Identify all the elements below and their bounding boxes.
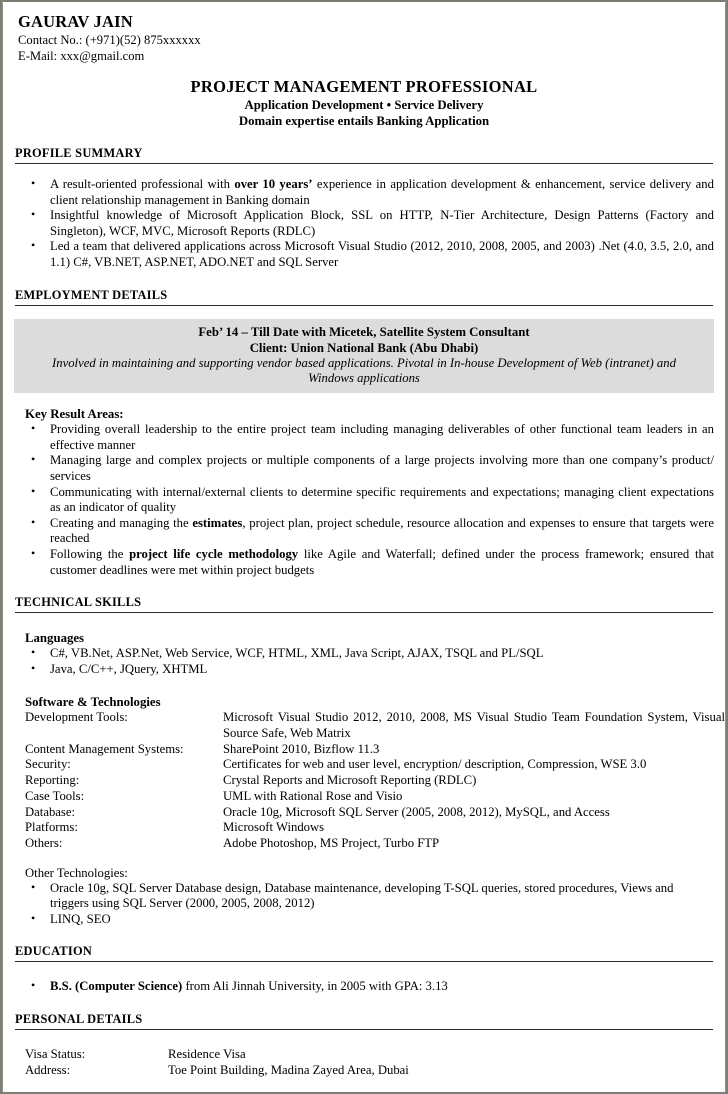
table-row xyxy=(25,710,725,741)
list-item: • LINQ, SEO xyxy=(14,912,714,928)
spacer xyxy=(14,393,714,406)
section-heading-profile-summary: PROFILE SUMMARY xyxy=(15,146,713,164)
row-value: Adobe Photoshop, MS Project, Turbo FTP xyxy=(223,835,440,850)
spacer xyxy=(14,995,714,1012)
table-row xyxy=(25,789,725,805)
table-row xyxy=(25,1047,725,1063)
row-label: Visa Status: xyxy=(25,1046,86,1061)
spacer xyxy=(14,962,714,979)
row-value: Toe Point Building, Madina Zayed Area, Dubai xyxy=(168,1062,409,1077)
row-label: Platforms: xyxy=(25,820,78,835)
section-heading-employment-details: EMPLOYMENT DETAILS xyxy=(15,288,713,306)
languages-heading: Languages xyxy=(25,631,85,646)
headline-subtitle-2: Domain expertise entails Banking Application xyxy=(238,114,490,128)
row-label: Content Management Systems: xyxy=(25,741,184,756)
row-label: Address: xyxy=(25,1062,71,1077)
resume-page-inner xyxy=(2,2,726,1092)
spacer xyxy=(14,927,714,944)
spacer xyxy=(14,1030,714,1047)
table-row xyxy=(25,836,725,852)
list-item: • Managing large and complex projects or multiple components of a large projects involving more than one company’s product/ services xyxy=(14,453,714,484)
other-technologies-heading: Other Technologies: xyxy=(25,865,128,880)
list-item: • A result-oriented professional with over 10 years’ experience in application development & enhancement, service delivery and client relationship management in Banking domain xyxy=(14,177,714,208)
headline-title: PROJECT MANAGEMENT PROFESSIONAL xyxy=(190,77,538,96)
software-technologies-heading: Software & Technologies xyxy=(25,695,161,710)
profile-summary-list xyxy=(14,177,714,271)
section-heading-personal-details: PERSONAL DETAILS xyxy=(15,1012,713,1030)
row-label: Case Tools: xyxy=(25,788,85,803)
software-technologies-table xyxy=(25,710,725,851)
contact-number: Contact No.: (+971)(52) 875xxxxxx xyxy=(18,33,201,47)
spacer xyxy=(14,271,714,288)
row-value: Crystal Reports and Microsoft Reporting (RDLC) xyxy=(223,773,477,788)
row-value: Microsoft Visual Studio 2012, 2010, 2008, MS Visual Studio Team Foundation System, Visual Source Safe, Web Matrix xyxy=(223,710,725,740)
employment-description: Involved in maintaining and supporting vendor based applications. Pivotal in In-house Development of Web (intranet) and Windows applications xyxy=(52,355,676,386)
list-item: • Oracle 10g, SQL Server Database design, Database maintenance, developing T-SQL queries, stored procedures, Views and triggers using SQL Server (2000, 2005, 2008, 2012) xyxy=(14,881,714,912)
spacer xyxy=(14,306,714,319)
key-result-areas-heading: Key Result Areas: xyxy=(25,407,124,422)
row-value: Microsoft Windows xyxy=(223,820,325,835)
table-row xyxy=(25,820,725,836)
spacer xyxy=(14,129,714,146)
list-item: • B.S. (Computer Science) from Ali Jinnah University, in 2005 with GPA: 3.13 xyxy=(14,979,714,995)
row-value: UML with Rational Rose and Visio xyxy=(223,788,403,803)
headline-subtitle-1: Application Development • Service Delivery xyxy=(244,98,484,112)
emphasis-text: project life cycle methodology xyxy=(129,546,299,561)
section-heading-education: EDUCATION xyxy=(15,944,713,962)
candidate-name: GAURAV JAIN xyxy=(18,12,133,31)
list-item: • C#, VB.Net, ASP.Net, Web Service, WCF, HTML, XML, Java Script, AJAX, TSQL and PL/SQL xyxy=(14,646,714,662)
personal-details-table xyxy=(25,1047,725,1078)
row-value: Certificates for web and user level, encryption/ description, Compression, WSE 3.0 xyxy=(223,757,647,772)
row-label: Development Tools: xyxy=(25,710,128,725)
row-label: Others: xyxy=(25,835,63,850)
row-value: Residence Visa xyxy=(168,1046,246,1061)
table-row xyxy=(25,742,725,758)
row-value: SharePoint 2010, Bizflow 11.3 xyxy=(223,741,380,756)
education-list xyxy=(14,979,714,995)
header-block xyxy=(14,12,714,64)
key-result-areas-list xyxy=(14,422,714,578)
table-row xyxy=(25,773,725,789)
spacer xyxy=(14,613,714,630)
row-label: Security: xyxy=(25,757,71,772)
headline-block xyxy=(14,76,714,129)
email-address: E-Mail: xxx@gmail.com xyxy=(18,48,145,63)
row-label: Reporting: xyxy=(25,773,80,788)
list-item: • Insightful knowledge of Microsoft Application Block, SSL on HTTP, N-Tier Architecture, Design Patterns (Factory and Singleton), WCF, MVC, Microsoft Reports (RDLC) xyxy=(14,208,714,239)
emphasis-text: estimates xyxy=(192,515,243,530)
row-value: Oracle 10g, Microsoft SQL Server (2005, 2008, 2012), MySQL, and Access xyxy=(223,804,610,819)
employment-role-line: Feb’ 14 – Till Date with Micetek, Satellite System Consultant xyxy=(198,324,530,339)
spacer xyxy=(14,852,714,865)
list-item: • Communicating with internal/external clients to determine specific requirements and expectations; managing client expectations as an indicator of quality xyxy=(14,485,714,516)
list-item: • Following the project life cycle methodology like Agile and Waterfall; defined under the process framework; ensured that customer deadlines were met within project budgets xyxy=(14,547,714,578)
spacer xyxy=(14,578,714,595)
table-row xyxy=(25,805,725,821)
other-technologies-list xyxy=(14,881,714,928)
languages-list xyxy=(14,646,714,677)
section-heading-technical-skills: TECHNICAL SKILLS xyxy=(15,595,713,613)
spacer xyxy=(14,164,714,177)
row-label: Database: xyxy=(25,804,76,819)
list-item: • Java, C/C++, JQuery, XHTML xyxy=(14,662,714,678)
list-item: • Led a team that delivered applications across Microsoft Visual Studio (2012, 2010, 2008, 2005, and 2003) .Net (4.0, 3.5, 2.0, and 1.1) C#, VB.NET, ASP.NET, ADO.NET and SQL Server xyxy=(14,239,714,270)
table-row xyxy=(25,757,725,773)
table-row xyxy=(25,1063,725,1079)
list-item: • Creating and managing the estimates, project plan, project schedule, resource allocation and expenses to ensure that targets were reached xyxy=(14,516,714,547)
emphasis-text: B.S. (Computer Science) xyxy=(50,979,183,994)
emphasis-text: over 10 years’ xyxy=(234,177,313,191)
list-item: • Providing overall leadership to the entire project team including managing deliverables of other functional team leaders in an effective manner xyxy=(14,422,714,453)
employment-client-line: Client: Union National Bank (Abu Dhabi) xyxy=(249,340,479,355)
spacer xyxy=(14,677,714,694)
employment-summary-box xyxy=(14,319,714,394)
